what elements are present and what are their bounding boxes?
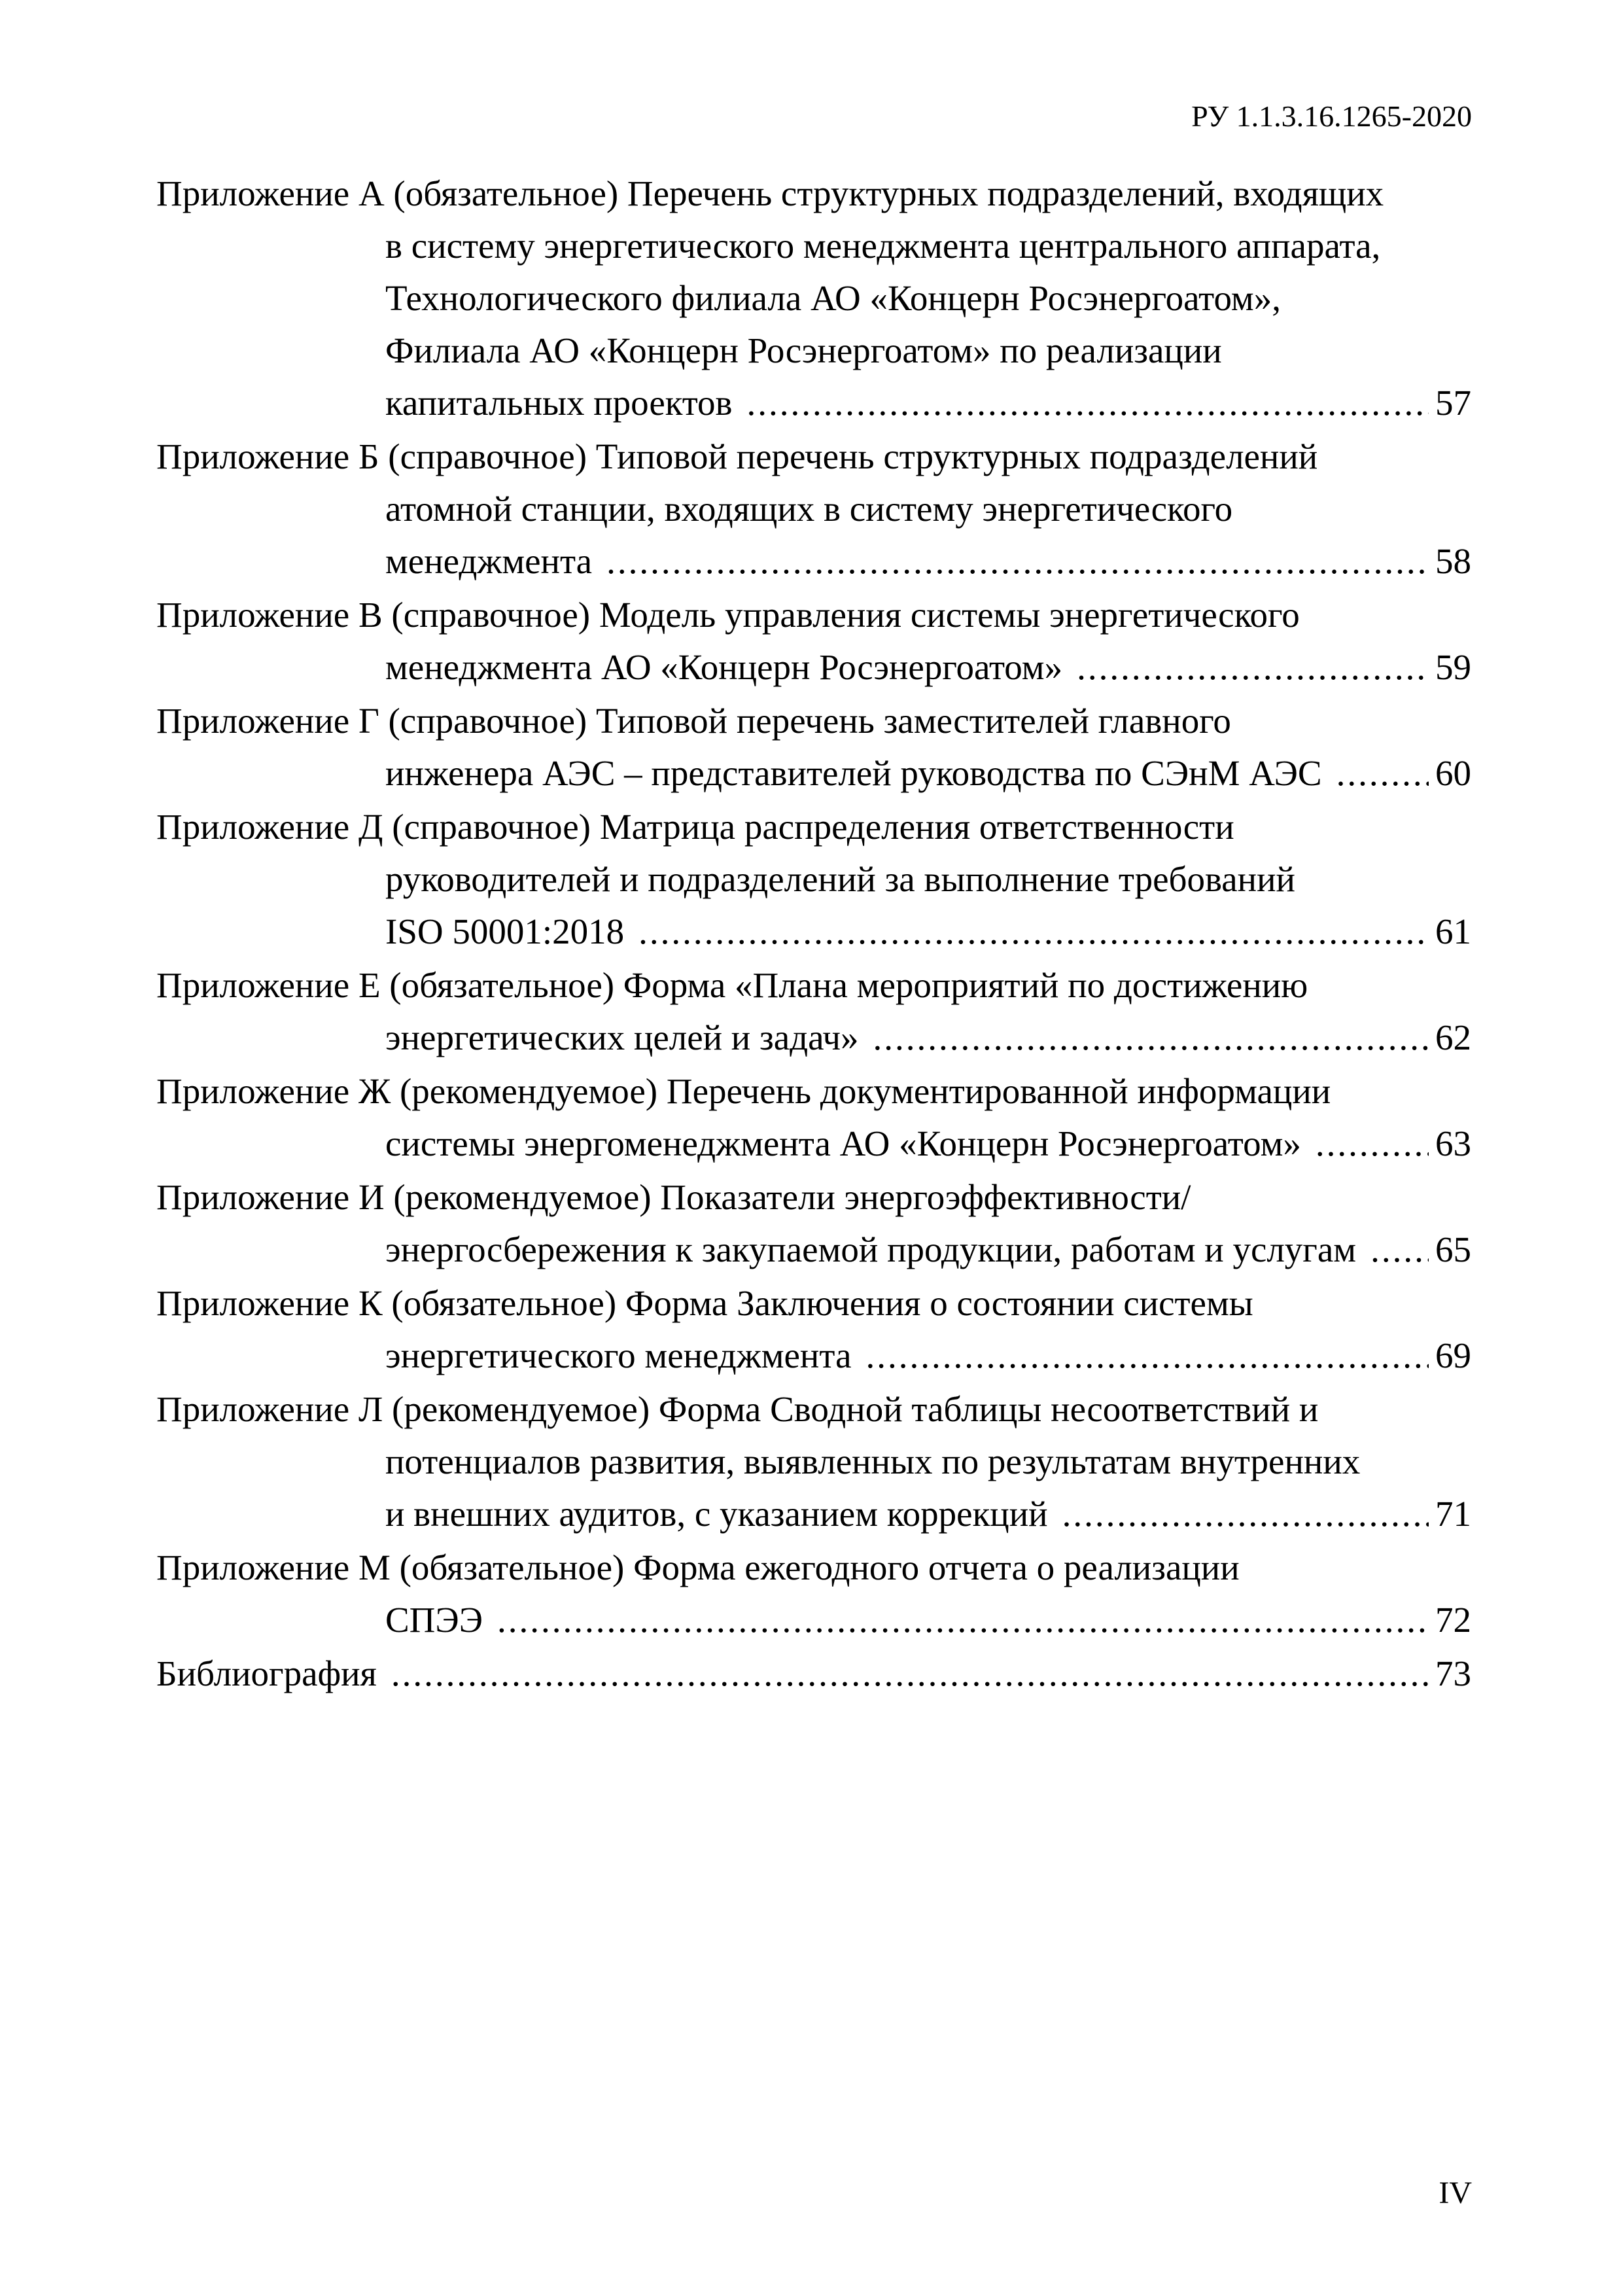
toc-entry-bibliography[interactable]	[156, 1648, 1471, 1700]
toc-entry-k[interactable]	[156, 1277, 1471, 1382]
toc-page-number: 58	[1435, 541, 1471, 581]
toc-entry-line: Приложение И (рекомендуемое) Показатели энергоэффективности/	[156, 1177, 1191, 1217]
dot-leader	[1336, 747, 1429, 800]
toc-page-number: 59	[1435, 647, 1471, 687]
toc-page-number: 71	[1435, 1494, 1471, 1534]
toc-entry-line: капитальных проектов	[385, 383, 733, 423]
toc-entry-a[interactable]	[156, 168, 1471, 429]
toc-entry-m[interactable]	[156, 1542, 1471, 1646]
toc-entry-last-line	[156, 535, 1471, 588]
toc-entry-last-line	[156, 1118, 1471, 1170]
toc-entry-line: Приложение В (справочное) Модель управления системы энергетического	[156, 595, 1300, 635]
toc-entry-last-line	[156, 1648, 1471, 1700]
dot-leader	[1062, 1488, 1429, 1540]
dot-leader	[497, 1594, 1429, 1646]
toc-page-number: 69	[1435, 1335, 1471, 1375]
toc-entry-last-line	[156, 641, 1471, 694]
toc-entry-line: Технологического филиала АО «Концерн Росэнергоатом»,	[385, 278, 1281, 318]
dot-leader	[1316, 1118, 1429, 1170]
toc-entry-line: системы энергоменеджмента АО «Концерн Росэнергоатом»	[385, 1123, 1301, 1163]
toc-entry-line: и внешних аудитов, с указанием коррекций	[385, 1494, 1048, 1534]
toc-entry-v[interactable]	[156, 589, 1471, 694]
toc-entry-line: СПЭЭ	[385, 1600, 483, 1640]
bibliography-label: Библиография	[156, 1653, 377, 1693]
toc-entry-last-line	[156, 1330, 1471, 1382]
toc-entry-line: Приложение Д (справочное) Матрица распределения ответственности	[156, 807, 1234, 847]
toc-entry-line: Приложение Г (справочное) Типовой перечень заместителей главного	[156, 701, 1231, 741]
toc-page-number: 72	[1435, 1600, 1471, 1640]
page-number: IV	[1439, 2176, 1472, 2210]
toc-entry-g[interactable]	[156, 695, 1471, 800]
dot-leader	[391, 1648, 1429, 1700]
toc-entry-last-line	[156, 1488, 1471, 1540]
toc-page-number: 65	[1435, 1229, 1471, 1269]
toc-page-number: 63	[1435, 1123, 1471, 1163]
toc-entry-e[interactable]	[156, 959, 1471, 1064]
dot-leader	[638, 906, 1429, 958]
toc-entry-i[interactable]	[156, 1171, 1471, 1276]
toc-entry-line: руководителей и подразделений за выполнение требований	[385, 859, 1295, 899]
table-of-contents	[156, 168, 1471, 1701]
toc-entry-line: потенциалов развития, выявленных по результатам внутренних	[385, 1441, 1361, 1481]
toc-entry-line: Приложение Е (обязательное) Форма «Плана мероприятий по достижению	[156, 965, 1308, 1005]
toc-entry-line: менеджмента АО «Концерн Росэнергоатом»	[385, 647, 1063, 687]
toc-entry-line: Приложение Ж (рекомендуемое) Перечень документированной информации	[156, 1071, 1331, 1111]
toc-entry-line: Приложение Л (рекомендуемое) Форма Сводной таблицы несоответствий и	[156, 1389, 1319, 1429]
toc-page-number: 62	[1435, 1017, 1471, 1057]
toc-entry-last-line	[156, 906, 1471, 958]
toc-page-number: 61	[1435, 911, 1471, 951]
toc-entry-line: менеджмента	[385, 541, 593, 581]
toc-entry-line: Приложение Б (справочное) Типовой перечень структурных подразделений	[156, 436, 1318, 476]
toc-page-number: 57	[1435, 383, 1471, 423]
toc-entry-line: инженера АЭС – представителей руководства по СЭнМ АЭС	[385, 753, 1322, 793]
toc-entry-line: в систему энергетического менеджмента центрального аппарата,	[385, 226, 1381, 266]
toc-entry-last-line	[156, 747, 1471, 800]
toc-entry-last-line	[156, 1594, 1471, 1646]
dot-leader	[873, 1012, 1429, 1064]
toc-entry-line: Приложение К (обязательное) Форма Заключения о состоянии системы	[156, 1283, 1253, 1323]
toc-page-number: 73	[1435, 1653, 1471, 1693]
toc-entry-zh[interactable]	[156, 1065, 1471, 1170]
toc-entry-line: Филиала АО «Концерн Росэнергоатом» по реализации	[385, 330, 1222, 370]
document-code: РУ 1.1.3.16.1265-2020	[1191, 99, 1472, 133]
toc-entry-line: Приложение А (обязательное) Перечень структурных подразделений, входящих	[156, 173, 1384, 213]
toc-entry-line: энергетических целей и задач»	[385, 1017, 859, 1057]
toc-entry-line: Приложение М (обязательное) Форма ежегодного отчета о реализации	[156, 1547, 1240, 1587]
toc-entry-l[interactable]	[156, 1383, 1471, 1540]
toc-entry-last-line	[156, 377, 1471, 429]
toc-entry-last-line	[156, 1012, 1471, 1064]
dot-leader	[1370, 1224, 1429, 1276]
toc-entry-line: ISO 50001:2018	[385, 911, 625, 951]
toc-entry-last-line	[156, 1224, 1471, 1276]
toc-entry-line: энергетического менеджмента	[385, 1335, 852, 1375]
dot-leader	[747, 377, 1429, 429]
toc-entry-line: атомной станции, входящих в систему энергетического	[385, 489, 1233, 529]
toc-entry-d[interactable]	[156, 801, 1471, 958]
toc-page-number: 60	[1435, 753, 1471, 793]
dot-leader	[1077, 641, 1429, 694]
dot-leader	[865, 1330, 1429, 1382]
toc-entry-line: энергосбережения к закупаемой продукции, работам и услугам	[385, 1229, 1357, 1269]
toc-entry-b[interactable]	[156, 431, 1471, 588]
dot-leader	[606, 535, 1429, 588]
